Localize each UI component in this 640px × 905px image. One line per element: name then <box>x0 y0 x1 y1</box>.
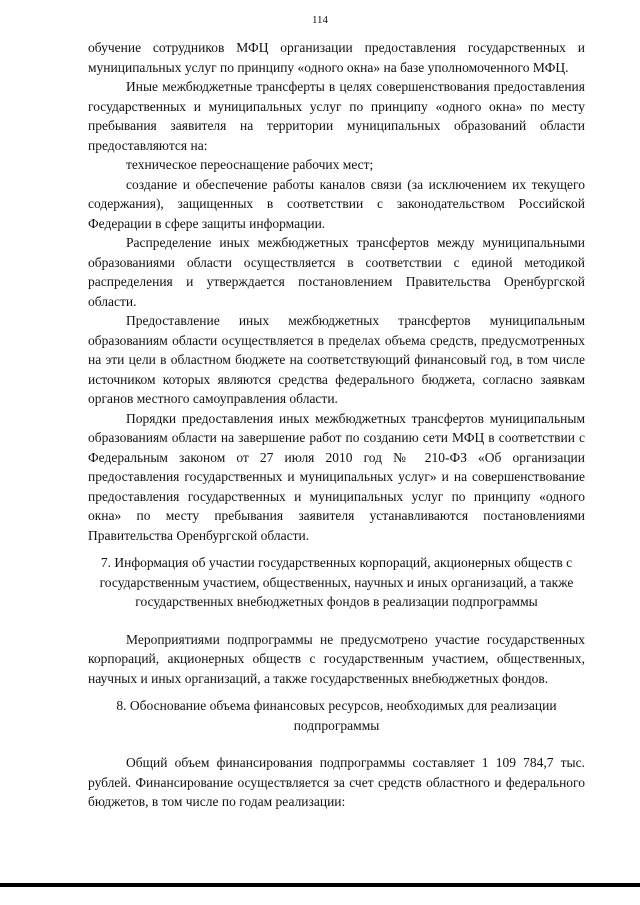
section-7-text: Мероприятиями подпрограммы не предусмотрено участие государственных корпораций, акционерных обществ с государственным участием, общественных, научных и иных организаций, а также государственных внебюджетных фондов. <box>88 631 585 686</box>
bottom-rule <box>0 883 640 887</box>
page-number: 114 <box>311 14 329 26</box>
paragraph: Предоставление иных межбюджетных трансфертов муниципальным образованиям области осуществляется в пределах объема средств, предусмотренных на эти цели в областном бюджете на соответствующий финансовый год, в том числе источником которых являются средства федерального бюджета, согласно заявкам органов местного самоуправления области. <box>88 313 585 406</box>
paragraph: техническое переоснащение рабочих мест; <box>126 157 374 172</box>
section-8-text: Общий объем финансирования подпрограммы составляет 1 109 784,7 тыс. рублей. Финансирование осуществляется за счет средств областного и федерального бюджетов, в том числе по годам реализации: <box>88 755 585 809</box>
paragraph: Иные межбюджетные трансферты в целях совершенствования предоставления государственных и муниципальных услуг по принципу «одного окна» по месту пребывания заявителя на территории муниципальных образований области предоставляются на: <box>88 79 585 153</box>
paragraph: Порядки предоставления иных межбюджетных трансфертов муниципальным образованиям области на завершение работ по созданию сети МФЦ в соответствии с Федеральным законом от 27 июля 2010 год № 210-ФЗ «Об организации предоставления государственных и муниципальных услуг» и на совершенствование предоставления государственных и муниципальных услуг по принципу «одного окна» по месту пребывания заявителя устанавливаются постановлениями Правительства Оренбургской области. <box>88 410 585 543</box>
paragraph: Распределение иных межбюджетных трансфертов между муниципальными образованиями области осуществляется в соответствии с единой методикой распределения и утверждается постановлением Правительства Оренбургской области. <box>88 235 585 309</box>
section-7-heading: 7. Информация об участии государственных корпораций, акционерных обществ с государственным участием, общественных, научных и иных организаций, а также государственных внебюджетных фондов в реализации подпрограммы <box>99 555 574 609</box>
paragraph: обучение сотрудников МФЦ организации предоставления государственных и муниципальных услуг по принципу «одного окна» на базе уполномоченного МФЦ. <box>88 40 585 75</box>
paragraph: создание и обеспечение работы каналов связи (за исключением их текущего содержания), защищенных в соответствии с законодательством Российской Федерации в сфере защиты информации. <box>88 176 585 231</box>
section-8-heading: 8. Обоснование объема финансовых ресурсов, необходимых для реализации подпрограммы <box>116 698 557 733</box>
document-body <box>88 38 585 812</box>
